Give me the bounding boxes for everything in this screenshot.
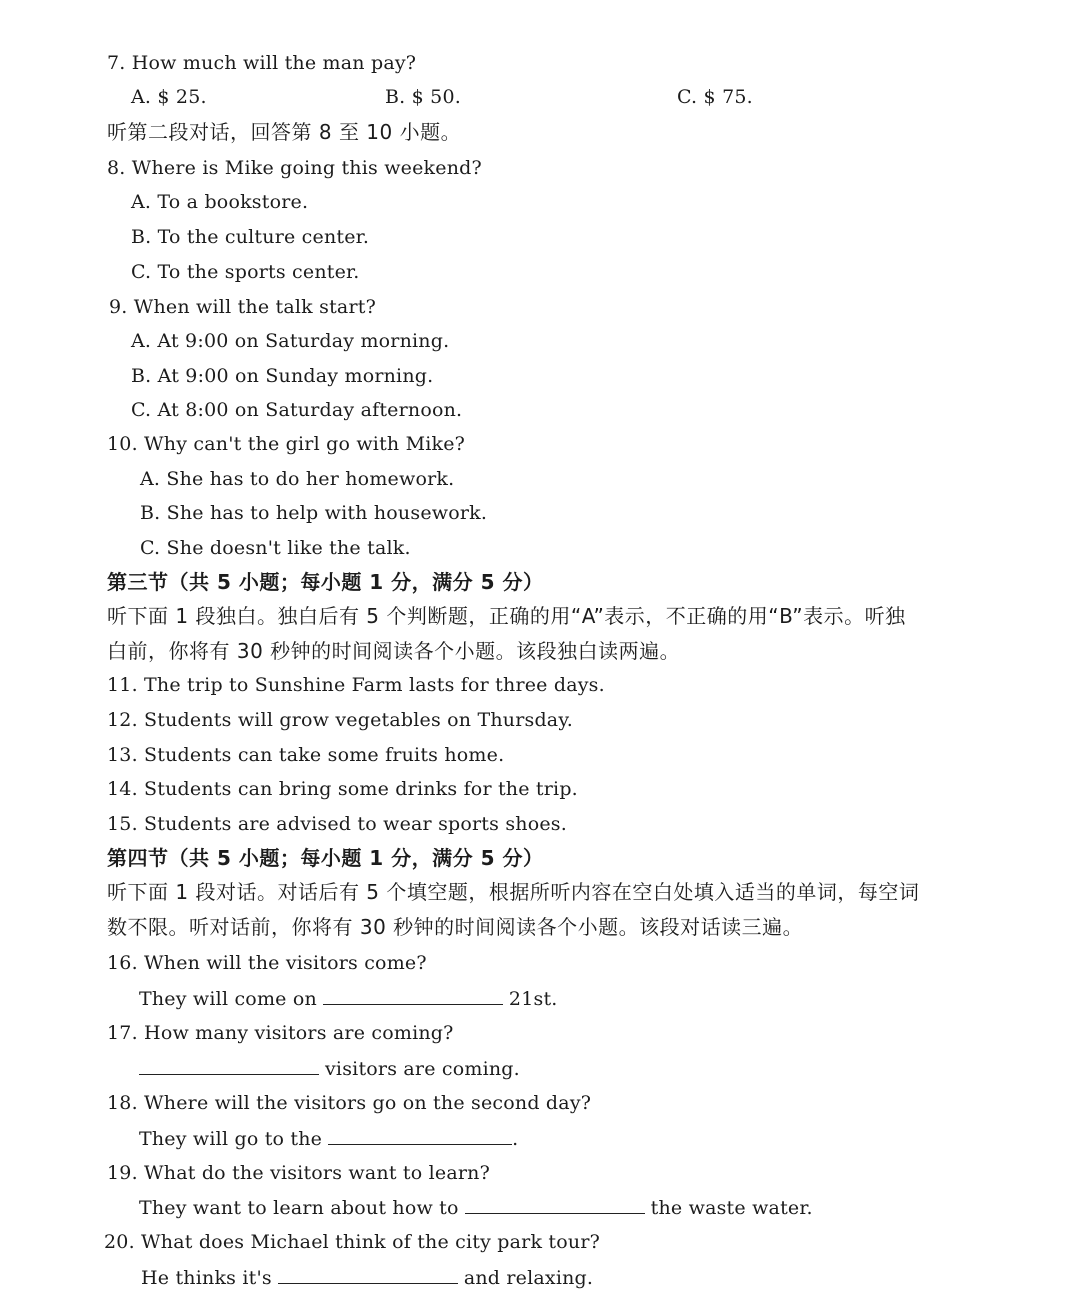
section3-instruction-line2: 白前，你将有 30 秒钟的时间阅读各个小题。该段独白读两遍。 bbox=[107, 639, 681, 663]
q19-answer-line bbox=[139, 1195, 813, 1220]
q19-text-after: the waste water. bbox=[650, 1197, 813, 1219]
q9-option-b: B. At 9:00 on Sunday morning. bbox=[131, 365, 434, 387]
statement-11: 11. The trip to Sunshine Farm lasts for three days. bbox=[107, 674, 605, 696]
q18-text-before: They will go to the bbox=[139, 1128, 323, 1150]
q8-option-a: A. To a bookstore. bbox=[131, 191, 309, 213]
q19-blank[interactable] bbox=[465, 1195, 645, 1214]
q10-question: 10. Why can't the girl go with Mike? bbox=[107, 433, 466, 455]
q20-blank[interactable] bbox=[278, 1265, 458, 1284]
q18-answer-line bbox=[139, 1126, 518, 1151]
q20-text-before: He thinks it's bbox=[141, 1267, 272, 1289]
section4-instruction-line2: 数不限。听对话前，你将有 30 秒钟的时间阅读各个小题。该段对话读三遍。 bbox=[107, 915, 804, 939]
q20-text-after: and relaxing. bbox=[463, 1267, 594, 1289]
q7-option-c: C. $ 75. bbox=[677, 86, 753, 108]
q17-answer-line bbox=[133, 1056, 520, 1081]
q17-blank[interactable] bbox=[139, 1056, 319, 1075]
q10-option-b: B. She has to help with housework. bbox=[140, 502, 488, 524]
q18-blank[interactable] bbox=[328, 1126, 512, 1145]
q18-text-after: . bbox=[512, 1128, 519, 1150]
q7-option-b: B. $ 50. bbox=[385, 86, 461, 108]
q17-text-after: visitors are coming. bbox=[325, 1058, 520, 1080]
q7-question: 7. How much will the man pay? bbox=[107, 52, 417, 74]
q7-option-a: A. $ 25. bbox=[131, 86, 207, 108]
q8-option-c: C. To the sports center. bbox=[131, 261, 360, 283]
q18-question: 18. Where will the visitors go on the second day? bbox=[107, 1092, 592, 1114]
instruction-dialogue-2: 听第二段对话，回答第 8 至 10 小题。 bbox=[107, 120, 462, 144]
statement-13: 13. Students can take some fruits home. bbox=[107, 744, 505, 766]
q19-question: 19. What do the visitors want to learn? bbox=[107, 1162, 490, 1184]
statement-12: 12. Students will grow vegetables on Thursday. bbox=[107, 709, 573, 731]
q17-question: 17. How many visitors are coming? bbox=[107, 1022, 454, 1044]
q10-option-c: C. She doesn't like the talk. bbox=[140, 537, 411, 559]
statement-15: 15. Students are advised to wear sports shoes. bbox=[107, 813, 567, 835]
section3-instruction-line1: 听下面 1 段独白。独白后有 5 个判断题，正确的用“A”表示，不正确的用“B”表示。听独 bbox=[107, 604, 906, 628]
q16-question: 16. When will the visitors come? bbox=[107, 952, 427, 974]
q16-text-before: They will come on bbox=[139, 988, 317, 1010]
q9-option-a: A. At 9:00 on Saturday morning. bbox=[131, 330, 450, 352]
q8-option-b: B. To the culture center. bbox=[131, 226, 370, 248]
q10-option-a: A. She has to do her homework. bbox=[140, 468, 455, 490]
section3-heading: 第三节（共 5 小题；每小题 1 分，满分 5 分） bbox=[107, 570, 544, 594]
q8-question: 8. Where is Mike going this weekend? bbox=[107, 157, 482, 179]
q16-text-after: 21st. bbox=[508, 988, 558, 1010]
q9-question: 9. When will the talk start? bbox=[109, 296, 376, 318]
q19-text-before: They want to learn about how to bbox=[139, 1197, 459, 1219]
statement-14: 14. Students can bring some drinks for the trip. bbox=[107, 778, 578, 800]
q16-blank[interactable] bbox=[323, 986, 503, 1005]
q20-question: 20. What does Michael think of the city park tour? bbox=[104, 1231, 600, 1253]
section4-instruction-line1: 听下面 1 段对话。对话后有 5 个填空题，根据所听内容在空白处填入适当的单词，每空词 bbox=[107, 880, 920, 904]
q20-answer-line bbox=[141, 1265, 593, 1290]
q9-option-c: C. At 8:00 on Saturday afternoon. bbox=[131, 399, 463, 421]
q16-answer-line bbox=[139, 986, 558, 1011]
section4-heading: 第四节（共 5 小题；每小题 1 分，满分 5 分） bbox=[107, 846, 544, 870]
